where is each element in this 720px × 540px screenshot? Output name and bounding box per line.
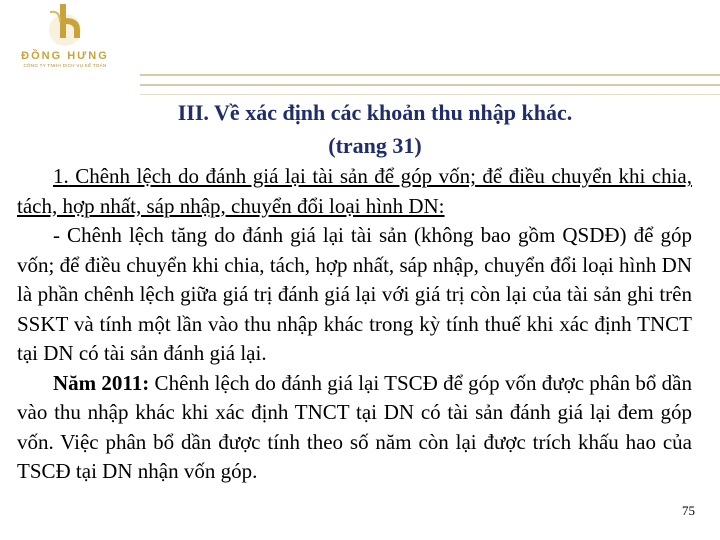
- header-rule: [140, 94, 720, 95]
- year-note-paragraph: [17, 369, 692, 487]
- slide-title: III. Về xác định các khoản thu nhập khác.: [177, 100, 573, 125]
- page-number: 75: [682, 503, 695, 518]
- section-number: 1.: [53, 164, 69, 188]
- slide-subtitle: (trang 31): [328, 133, 422, 158]
- year-note-text: Chênh lệch do đánh giá lại TSCĐ để góp vốn được phân bổ dần vào thu nhập khác khi xác định TNCT tại DN có tài sản đánh giá lại đem góp vốn. Việc phân bổ dần được tính theo số năm còn lại được trích khấu hao của TSCĐ tại DN nhận vốn góp.: [17, 370, 692, 483]
- logo-subtitle: CÔNG TY TNHH DỊCH VỤ KẾ TOÁN: [23, 63, 107, 68]
- company-logo: [0, 0, 130, 80]
- logo-mark-icon: [0, 0, 130, 50]
- logo-name: ĐỒNG HƯNG: [21, 50, 109, 62]
- section-heading-text: Chênh lệch do đánh giá lại tài sản để góp vốn; để điều chuyển khi chia, tách, hợp nhất, sáp nhập, chuyển đổi loại hình DN:: [17, 164, 692, 218]
- slide-body: [17, 162, 692, 487]
- bullet-paragraph: - Chênh lệch tăng do đánh giá lại tài sản (không bao gồm QSDĐ) để góp vốn; để điều chuyển khi chia, tách, hợp nhất, sáp nhập, chuyển đổi loại hình DN là phần chênh lệch giữa giá trị đánh giá lại với giá trị còn lại của tài sản ghi trên SSKT và tính một lần vào thu nhập khác trong kỳ tính thuế khi xác định TNCT tại DN có tài sản đánh giá lại.: [17, 223, 692, 365]
- year-note-label: Năm 2011:: [53, 370, 150, 395]
- header-rule: [140, 84, 720, 86]
- section-heading: [17, 162, 692, 221]
- header-rule: [140, 74, 720, 76]
